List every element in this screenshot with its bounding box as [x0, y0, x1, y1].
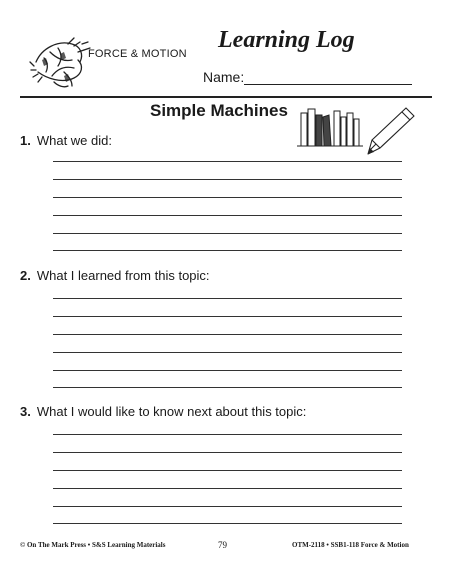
name-field-line[interactable]: [244, 84, 412, 85]
question-number: 3.: [20, 404, 31, 419]
books-icon: [297, 103, 363, 149]
question-text: What I would like to know next about this topic:: [36, 404, 307, 419]
answer-line[interactable]: [53, 506, 402, 507]
name-label: Name:: [203, 69, 245, 85]
page-title: Learning Log: [218, 27, 355, 53]
answer-line[interactable]: [53, 523, 402, 524]
answer-line[interactable]: [53, 179, 402, 180]
answer-line[interactable]: [53, 215, 402, 216]
question-1: [20, 133, 112, 148]
page-number: 79: [218, 540, 227, 550]
answer-line[interactable]: [53, 161, 402, 162]
answer-line[interactable]: [53, 488, 402, 489]
pencil-icon: [366, 104, 418, 156]
header-divider: [20, 96, 432, 98]
question-text: What we did:: [36, 133, 112, 148]
footer-publisher: © On The Mark Press • S&S Learning Materials: [20, 541, 166, 549]
answer-line[interactable]: [53, 316, 402, 317]
answer-line[interactable]: [53, 470, 402, 471]
answer-line[interactable]: [53, 334, 402, 335]
hands-logo-icon: [28, 32, 188, 92]
question-text: What I learned from this topic:: [36, 268, 210, 283]
answer-line[interactable]: [53, 233, 402, 234]
question-number: 2.: [20, 268, 31, 283]
answer-line[interactable]: [53, 434, 402, 435]
answer-line[interactable]: [53, 298, 402, 299]
answer-line[interactable]: [53, 387, 402, 388]
answer-line[interactable]: [53, 250, 402, 251]
question-2: [20, 268, 210, 283]
answer-line[interactable]: [53, 370, 402, 371]
answer-line[interactable]: [53, 452, 402, 453]
answer-line[interactable]: [53, 352, 402, 353]
answer-line[interactable]: [53, 197, 402, 198]
question-number: 1.: [20, 133, 31, 148]
worksheet-subtitle: Simple Machines: [150, 101, 288, 120]
footer-catalog: OTM-2118 • SSB1-118 Force & Motion: [292, 541, 409, 549]
logo-text: FORCE & MOTION: [88, 48, 187, 60]
question-3: [20, 404, 306, 419]
